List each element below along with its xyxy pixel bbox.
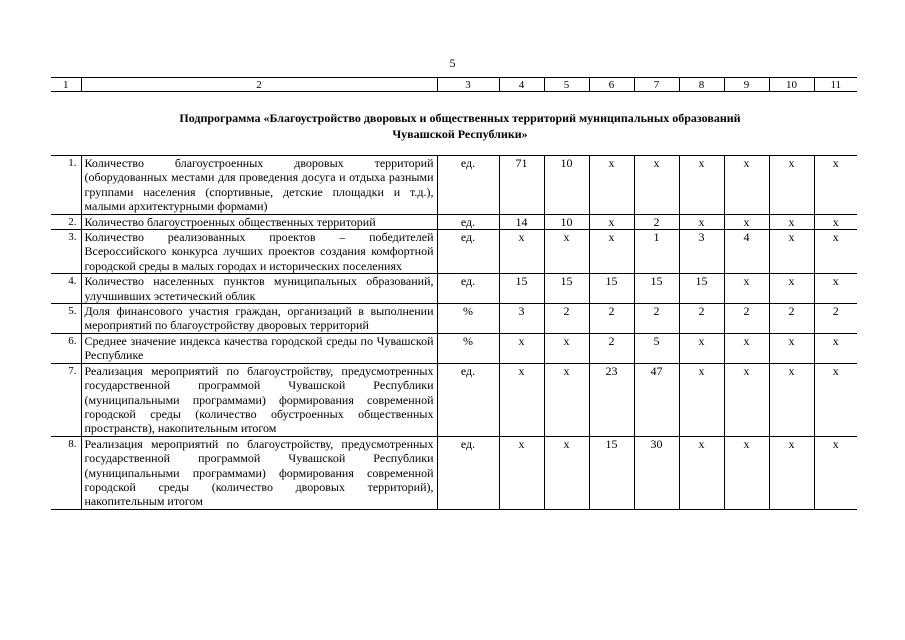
row-number: 4.: [51, 274, 81, 304]
header-cell: 8: [679, 78, 724, 92]
value-cell: x: [769, 156, 814, 215]
value-cell: 2: [634, 214, 679, 229]
unit-cell: ед.: [437, 436, 499, 509]
header-cell: 4: [499, 78, 544, 92]
value-cell: 2: [544, 304, 589, 334]
value-cell: x: [814, 333, 857, 363]
table-row: [51, 230, 857, 274]
value-cell: x: [499, 230, 544, 274]
row-number: 5.: [51, 304, 81, 334]
value-cell: x: [769, 230, 814, 274]
header-row: [51, 78, 857, 92]
indicator-description: Количество благоустроенных общественных территорий: [81, 214, 437, 229]
value-cell: 2: [814, 304, 857, 334]
subprogram-title-line: Чувашской Республики»: [392, 127, 528, 141]
table-row: [51, 156, 857, 215]
header-cell: 9: [724, 78, 769, 92]
value-cell: x: [724, 333, 769, 363]
value-cell: 23: [589, 363, 634, 436]
value-cell: x: [814, 156, 857, 215]
value-cell: x: [679, 363, 724, 436]
value-cell: 2: [589, 304, 634, 334]
value-cell: x: [724, 274, 769, 304]
value-cell: 10: [544, 214, 589, 229]
row-number: 6.: [51, 333, 81, 363]
value-cell: x: [769, 363, 814, 436]
table-row: [51, 274, 857, 304]
unit-cell: %: [437, 333, 499, 363]
value-cell: 2: [724, 304, 769, 334]
value-cell: 4: [724, 230, 769, 274]
table-row: [51, 436, 857, 509]
value-cell: x: [499, 363, 544, 436]
value-cell: x: [814, 230, 857, 274]
indicator-description: Количество населенных пунктов муниципальных образований, улучшивших эстетический облик: [81, 274, 437, 304]
value-cell: x: [589, 156, 634, 215]
indicator-description: Реализация мероприятий по благоустройству, предусмотренных государственной программой Чувашской Республики (муниципальными программами) формирования современной городской среды (количество дворовых территорий), накопительным итогом: [81, 436, 437, 509]
subprogram-title-line: Подпрограмма «Благоустройство дворовых и общественных территорий муниципальных образований: [179, 111, 741, 125]
value-cell: 30: [634, 436, 679, 509]
table-row: [51, 304, 857, 334]
value-cell: 2: [679, 304, 724, 334]
value-cell: x: [589, 214, 634, 229]
value-cell: x: [814, 436, 857, 509]
value-cell: x: [724, 436, 769, 509]
unit-cell: ед.: [437, 156, 499, 215]
value-cell: 15: [499, 274, 544, 304]
value-cell: 71: [499, 156, 544, 215]
value-cell: 3: [679, 230, 724, 274]
value-cell: x: [724, 214, 769, 229]
unit-cell: ед.: [437, 274, 499, 304]
row-number: 8.: [51, 436, 81, 509]
value-cell: 2: [634, 304, 679, 334]
header-cell: 3: [437, 78, 499, 92]
header-cell: 6: [589, 78, 634, 92]
value-cell: x: [544, 230, 589, 274]
value-cell: 1: [634, 230, 679, 274]
value-cell: x: [679, 214, 724, 229]
table-row: [51, 333, 857, 363]
unit-cell: %: [437, 304, 499, 334]
value-cell: x: [769, 333, 814, 363]
table-row: [51, 363, 857, 436]
indicators-table: [51, 155, 857, 510]
value-cell: x: [544, 436, 589, 509]
value-cell: x: [679, 436, 724, 509]
value-cell: 15: [679, 274, 724, 304]
row-number: 1.: [51, 156, 81, 215]
value-cell: 47: [634, 363, 679, 436]
value-cell: x: [769, 214, 814, 229]
header-cell: 5: [544, 78, 589, 92]
value-cell: x: [769, 436, 814, 509]
page-number: 5: [449, 56, 456, 70]
value-cell: x: [814, 274, 857, 304]
header-cell: 7: [634, 78, 679, 92]
value-cell: x: [724, 363, 769, 436]
value-cell: x: [814, 363, 857, 436]
header-cell: 11: [814, 78, 857, 92]
unit-cell: ед.: [437, 363, 499, 436]
value-cell: x: [544, 363, 589, 436]
header-cell: 2: [81, 78, 437, 92]
indicator-description: Количество реализованных проектов – победителей Всероссийского конкурса лучших проектов создания комфортной городской среды в малых городах и исторических поселениях: [81, 230, 437, 274]
indicator-description: Реализация мероприятий по благоустройству, предусмотренных государственной программой Чувашской Республики (муниципальными программами) формирования современной городской среды (количество обустроенных общественных пространств), накопительным итогом: [81, 363, 437, 436]
value-cell: 15: [589, 436, 634, 509]
value-cell: x: [679, 156, 724, 215]
value-cell: x: [679, 333, 724, 363]
value-cell: x: [814, 214, 857, 229]
value-cell: x: [634, 156, 679, 215]
value-cell: 2: [769, 304, 814, 334]
header-cell: 10: [769, 78, 814, 92]
indicator-description: Количество благоустроенных дворовых территорий (оборудованных местами для проведения досуга и отдыха разными группами населения (спортивные, детские площадки и т.д.), малыми архитектурными формами): [81, 156, 437, 215]
value-cell: 2: [589, 333, 634, 363]
value-cell: 10: [544, 156, 589, 215]
value-cell: x: [544, 333, 589, 363]
value-cell: 5: [634, 333, 679, 363]
value-cell: x: [769, 274, 814, 304]
table-row: [51, 214, 857, 229]
value-cell: x: [499, 333, 544, 363]
row-number: 2.: [51, 214, 81, 229]
value-cell: 15: [544, 274, 589, 304]
indicator-description: Доля финансового участия граждан, организаций в выполнении мероприятий по благоустройству дворовых территорий: [81, 304, 437, 334]
value-cell: x: [724, 156, 769, 215]
value-cell: 15: [634, 274, 679, 304]
header-cell: 1: [51, 78, 81, 92]
value-cell: x: [499, 436, 544, 509]
unit-cell: ед.: [437, 214, 499, 229]
column-number-header: [51, 77, 857, 92]
unit-cell: ед.: [437, 230, 499, 274]
row-number: 3.: [51, 230, 81, 274]
row-number: 7.: [51, 363, 81, 436]
subprogram-title: [120, 110, 800, 142]
value-cell: 15: [589, 274, 634, 304]
value-cell: x: [589, 230, 634, 274]
value-cell: 14: [499, 214, 544, 229]
value-cell: 3: [499, 304, 544, 334]
indicator-description: Среднее значение индекса качества городской среды по Чувашской Республике: [81, 333, 437, 363]
